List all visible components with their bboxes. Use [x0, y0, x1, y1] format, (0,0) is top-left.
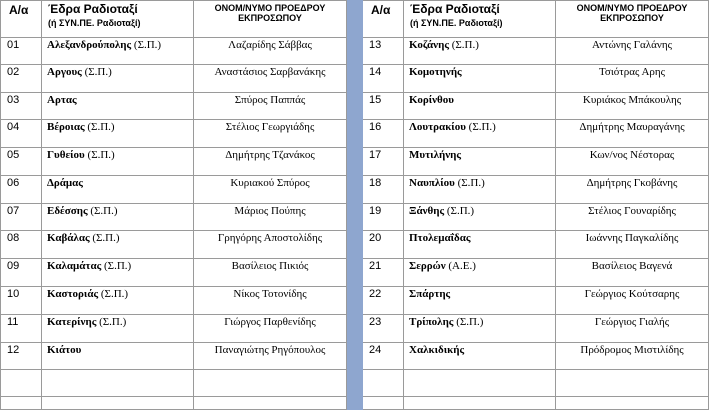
seat-cell	[404, 314, 556, 342]
representative-name: Δημήτρης Γκοβάνης	[556, 175, 709, 203]
seat-name: Πτολεμαΐδας	[409, 232, 471, 245]
empty-cell	[194, 370, 347, 397]
seat-type: (Σ.Π.)	[98, 287, 129, 300]
seat-cell	[404, 64, 556, 92]
row-number: 17	[363, 148, 404, 176]
row-number: 14	[363, 64, 404, 92]
seat-name: Καστοριάς	[47, 287, 99, 300]
representative-name: Δημήτρης Μαυραγάνης	[556, 120, 709, 148]
seat-type: (Σ.Π.)	[101, 260, 132, 273]
seat-cell	[404, 38, 556, 65]
row-number: 02	[1, 64, 42, 92]
column-separator	[347, 175, 363, 203]
aa-header-right: Α/α	[363, 1, 404, 38]
empty-cell	[42, 370, 194, 397]
seat-type: (Σ.Π.)	[84, 149, 115, 162]
seat-header-title: Έδρα Ραδιοταξί	[48, 2, 138, 16]
seat-cell	[42, 175, 194, 203]
empty-cell	[556, 397, 709, 410]
representative-name: Παναγιώτης Ρηγόπουλος	[194, 342, 347, 370]
row-number: 10	[1, 286, 42, 314]
representative-name: Δημήτρης Τζανάκος	[194, 148, 347, 176]
empty-cell	[1, 370, 42, 397]
row-number: 20	[363, 231, 404, 259]
table-row	[1, 38, 709, 65]
seat-cell	[42, 314, 194, 342]
empty-row	[1, 370, 709, 397]
table-row	[1, 120, 709, 148]
row-number: 22	[363, 286, 404, 314]
row-number: 11	[1, 314, 42, 342]
seat-name: Δράμας	[47, 176, 83, 189]
empty-row	[1, 397, 709, 410]
seat-cell	[42, 342, 194, 370]
row-number: 16	[363, 120, 404, 148]
seat-type: (Σ.Π.)	[465, 121, 496, 134]
row-number: 03	[1, 92, 42, 120]
table-row	[1, 203, 709, 231]
column-separator	[347, 64, 363, 92]
column-separator	[347, 397, 363, 410]
seat-name: Καλαμάτας	[47, 260, 102, 273]
seat-header-title: Έδρα Ραδιοταξί	[410, 2, 500, 16]
seat-name: Αρτας	[47, 93, 77, 106]
representative-name: Βασίλειος Πικιός	[194, 259, 347, 287]
table-row	[1, 259, 709, 287]
table-row	[1, 231, 709, 259]
row-number: 05	[1, 148, 42, 176]
column-separator	[347, 286, 363, 314]
representative-name: Γιώργος Παρθενίδης	[194, 314, 347, 342]
table-row	[1, 64, 709, 92]
table-row	[1, 342, 709, 370]
seat-type: (Σ.Π.)	[96, 315, 127, 328]
seat-cell	[404, 342, 556, 370]
representative-name: Γρηγόρης Αποστολίδης	[194, 231, 347, 259]
column-separator	[347, 370, 363, 397]
seat-type: (Α.Ε.)	[445, 260, 476, 273]
empty-cell	[556, 370, 709, 397]
row-number: 24	[363, 342, 404, 370]
seat-type: (Σ.Π.)	[87, 204, 118, 217]
seat-header-right	[404, 1, 556, 38]
row-number: 15	[363, 92, 404, 120]
seat-name: Χαλκιδικής	[409, 343, 465, 356]
seat-header-subtitle: (ή ΣΥΝ.ΠΕ. Ραδιοταξί)	[410, 18, 503, 28]
row-number: 12	[1, 342, 42, 370]
column-separator	[347, 231, 363, 259]
seat-name: Μυτιλήνης	[409, 149, 462, 162]
representative-name: Στέλιος Γεωργιάδης	[194, 120, 347, 148]
seat-cell	[42, 231, 194, 259]
row-number: 07	[1, 203, 42, 231]
seat-cell	[42, 64, 194, 92]
seat-name: Καβάλας	[47, 232, 90, 245]
seat-header-subtitle: (ή ΣΥΝ.ΠΕ. Ραδιοταξί)	[48, 18, 141, 28]
row-number: 04	[1, 120, 42, 148]
seat-type: (Σ.Π.)	[448, 39, 479, 51]
representative-name: Βασίλειος Βαγενά	[556, 259, 709, 287]
header-row	[1, 1, 709, 38]
representative-name: Νίκος Τοτονίδης	[194, 286, 347, 314]
column-separator	[347, 92, 363, 120]
seat-cell	[404, 259, 556, 287]
row-number: 08	[1, 231, 42, 259]
row-number: 01	[1, 38, 42, 65]
row-number: 13	[363, 38, 404, 65]
seat-cell	[42, 38, 194, 65]
seat-type: (Σ.Π.)	[453, 315, 484, 328]
seat-name: Κατερίνης	[47, 315, 97, 328]
representative-name: Αντώνης Γαλάνης	[556, 38, 709, 65]
name-header-left: ΟΝΟΜ/ΝΥΜΟ ΠΡΟΕΔΡΟΥ ΕΚΠΡΟΣΩΠΟΥ	[194, 1, 347, 38]
seat-type: (Σ.Π.)	[131, 39, 162, 51]
column-separator	[347, 314, 363, 342]
aa-header-left: Α/α	[1, 1, 42, 38]
column-separator	[347, 203, 363, 231]
row-number: 09	[1, 259, 42, 287]
representative-name: Αναστάσιος Σαρβανάκης	[194, 64, 347, 92]
seat-cell	[404, 175, 556, 203]
row-number: 21	[363, 259, 404, 287]
seat-type: (Σ.Π.)	[89, 232, 120, 245]
seat-cell	[42, 203, 194, 231]
column-separator	[347, 148, 363, 176]
seat-cell	[404, 286, 556, 314]
empty-cell	[363, 370, 404, 397]
seat-cell	[404, 120, 556, 148]
seat-type: (Σ.Π.)	[84, 121, 115, 134]
representative-name: Γεώργιος Κούτσαρης	[556, 286, 709, 314]
representative-name: Σπύρος Παππάς	[194, 92, 347, 120]
empty-cell	[194, 397, 347, 410]
empty-cell	[42, 397, 194, 410]
seat-name: Κομοτηνής	[409, 65, 462, 78]
row-number: 19	[363, 203, 404, 231]
representative-name: Λαζαρίδης Σάββας	[194, 38, 347, 65]
row-number: 06	[1, 175, 42, 203]
seat-header-left	[42, 1, 194, 38]
seat-cell	[42, 148, 194, 176]
representative-name: Πρόδρομος Μιστιλίδης	[556, 342, 709, 370]
representative-name: Γεώργιος Γιαλής	[556, 314, 709, 342]
table-row	[1, 92, 709, 120]
representative-name: Μάριος Πούπης	[194, 203, 347, 231]
seat-name: Γυθείου	[47, 149, 85, 162]
seat-cell	[404, 148, 556, 176]
representative-name: Ιωάννης Παγκαλίδης	[556, 231, 709, 259]
seat-cell	[404, 231, 556, 259]
seat-cell	[42, 259, 194, 287]
seat-name: Αλεξανδρούπολης	[47, 39, 132, 51]
column-separator	[347, 120, 363, 148]
empty-cell	[404, 397, 556, 410]
column-separator	[347, 1, 363, 38]
table-body	[1, 38, 709, 410]
seat-type: (Σ.Π.)	[81, 65, 112, 78]
seat-cell	[404, 92, 556, 120]
representative-name: Κυριακού Σπύρος	[194, 175, 347, 203]
column-separator	[347, 38, 363, 65]
seat-name: Λουτρακίου	[409, 121, 466, 134]
table-row	[1, 148, 709, 176]
table-row	[1, 286, 709, 314]
seat-name: Εδέσσης	[47, 204, 88, 217]
seat-cell	[404, 203, 556, 231]
seat-name: Σερρών	[409, 260, 446, 273]
seat-name: Ξάνθης	[409, 204, 445, 217]
representative-name: Κυριάκος Μπάκουλης	[556, 92, 709, 120]
representative-name: Στέλιος Γουναρίδης	[556, 203, 709, 231]
representative-name: Τσιότρας Αρης	[556, 64, 709, 92]
seat-name: Κορίνθου	[409, 93, 455, 106]
name-header-right: ΟΝΟΜ/ΝΥΜΟ ΠΡΟΕΔΡΟΥ ΕΚΠΡΟΣΩΠΟΥ	[556, 1, 709, 38]
seat-name: Κιάτου	[47, 343, 82, 356]
seat-type: (Σ.Π.)	[454, 176, 485, 189]
seat-cell	[42, 92, 194, 120]
seat-cell	[42, 120, 194, 148]
table-row	[1, 314, 709, 342]
seat-cell	[42, 286, 194, 314]
column-separator	[347, 342, 363, 370]
seat-name: Κοζάνης	[409, 39, 449, 51]
seat-name: Βέροιας	[47, 121, 85, 134]
seat-type: (Σ.Π.)	[444, 204, 475, 217]
seat-name: Σπάρτης	[409, 287, 451, 300]
empty-cell	[404, 370, 556, 397]
column-separator	[347, 259, 363, 287]
empty-cell	[363, 397, 404, 410]
table-row	[1, 175, 709, 203]
seat-name: Ναυπλίου	[409, 176, 455, 189]
seat-name: Αργους	[47, 65, 82, 78]
representative-name: Κων/νος Νέστορας	[556, 148, 709, 176]
empty-cell	[1, 397, 42, 410]
row-number: 23	[363, 314, 404, 342]
seat-name: Τρίπολης	[409, 315, 454, 328]
row-number: 18	[363, 175, 404, 203]
